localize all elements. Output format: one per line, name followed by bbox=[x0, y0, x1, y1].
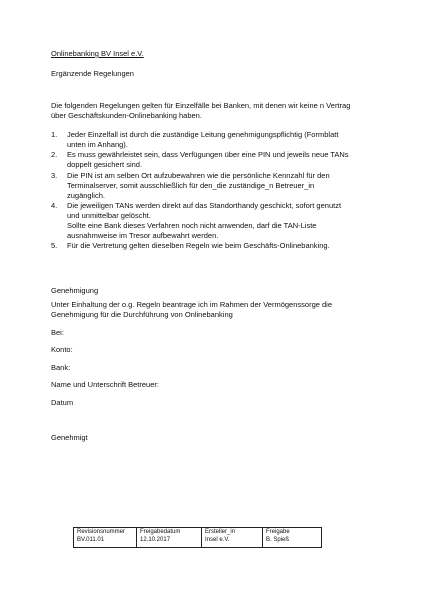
revision-cell bbox=[74, 528, 137, 548]
rule-line: ausnahmweise im Tresor aufbewahrt werden. bbox=[67, 231, 219, 241]
approval-text bbox=[51, 300, 381, 320]
rule-line: Sollte eine Bank dieses Verfahren noch nicht anwenden, darf die TAN-Liste bbox=[67, 221, 317, 231]
revision-label: Revisionsnummer bbox=[77, 529, 126, 535]
rule-number: 1. bbox=[51, 130, 58, 139]
release-date-label: Freigabedatum bbox=[140, 529, 181, 535]
document-title: Onlinebanking BV Insel e.V. bbox=[51, 49, 144, 58]
rule-item bbox=[51, 150, 381, 170]
rule-line: und unmittelbar gelöscht. bbox=[67, 211, 151, 220]
field-bei: Bei: bbox=[51, 328, 64, 337]
rule-line: Die PIN ist am selben Ort aufzubewahren wie die persönliche Kennzahl für den bbox=[67, 170, 330, 180]
rule-item bbox=[51, 130, 381, 150]
approval-label: Freigabe bbox=[266, 529, 290, 535]
author-value: Insel e.V. bbox=[205, 536, 230, 543]
rule-line: unten im Anhang). bbox=[67, 140, 128, 150]
rules-list bbox=[51, 130, 381, 252]
document-subtitle: Ergänzende Regelungen bbox=[51, 69, 134, 78]
author-cell bbox=[202, 528, 263, 548]
rule-item bbox=[51, 171, 381, 201]
rule-line: Terminalserver, somit ausschließlich für den_die zuständige_n Betreuer_in bbox=[67, 180, 315, 190]
rule-number: 5. bbox=[51, 241, 58, 251]
release-date-cell bbox=[137, 528, 202, 548]
release-date-value: 12.10.2017 bbox=[140, 536, 171, 543]
approval-text-line: Unter Einhaltung der o.g. Regeln beantrage ich im Rahmen der Vermögenssorge die bbox=[51, 300, 333, 309]
intro-paragraph bbox=[51, 101, 381, 121]
field-konto: Konto: bbox=[51, 345, 73, 354]
rule-line: doppelt gesichert sind. bbox=[67, 160, 143, 170]
intro-line: über Geschäftskunden-Onlinebanking haben. bbox=[51, 111, 202, 121]
approval-heading: Genehmigung bbox=[51, 286, 99, 295]
revision-value: BV.011.01 bbox=[77, 536, 105, 543]
approval-text-line: Genehmigung für die Durchführung von Onlinebanking bbox=[51, 310, 233, 320]
intro-line: Die folgenden Regelungen gelten für Einzelfälle bei Banken, mit denen wir keine n Vertrag bbox=[51, 101, 351, 110]
rule-line: Für die Vertretung gelten dieselben Regeln wie beim Geschäfts-Onlinebanking. bbox=[67, 241, 330, 251]
rule-item bbox=[51, 241, 381, 251]
rule-number: 4. bbox=[51, 200, 58, 210]
field-datum: Datum bbox=[51, 398, 74, 407]
approval-value: B. Spieß bbox=[266, 536, 290, 543]
table-row bbox=[74, 528, 322, 548]
revision-table bbox=[73, 527, 322, 548]
field-bank: Bank: bbox=[51, 363, 71, 372]
author-label: Ersteller_in bbox=[205, 529, 236, 535]
rule-line: zugänglich. bbox=[67, 190, 105, 200]
rule-line: Es muss gewährleistet sein, dass Verfügungen über eine PIN und jeweils neue TANs bbox=[67, 150, 349, 160]
rule-number: 2. bbox=[51, 150, 58, 160]
rule-line: Die jeweiligen TANs werden direkt auf das Standorthandy geschickt, sofort genutzt bbox=[67, 200, 342, 210]
rule-line: Jeder Einzelfall ist durch die zuständige Leitung genehmigungspflichtig (Formblatt bbox=[67, 130, 339, 139]
approved-label: Genehmigt bbox=[51, 433, 88, 442]
approval-cell bbox=[263, 528, 322, 548]
rule-number: 3. bbox=[51, 170, 58, 180]
rule-item bbox=[51, 201, 381, 242]
field-name-signature: Name und Unterschrift Betreuer: bbox=[51, 380, 159, 389]
